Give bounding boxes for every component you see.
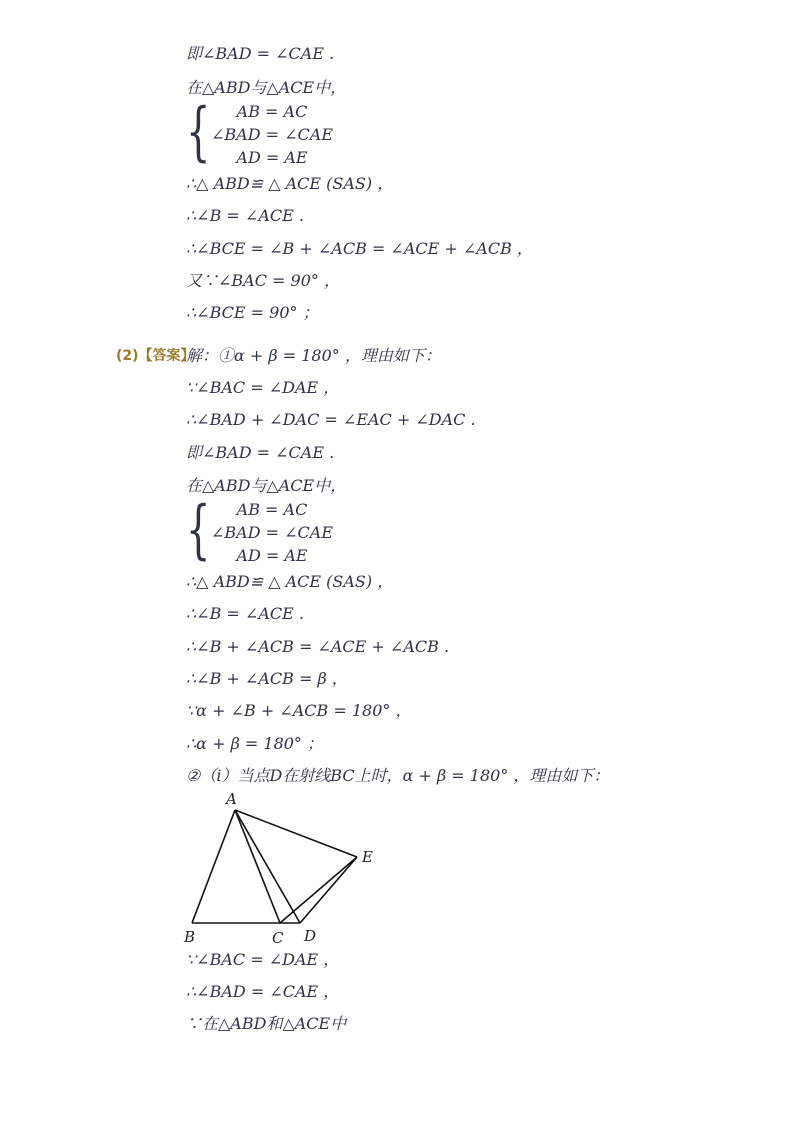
line-triangles-1: 在△ABD与△ACE中， [186, 78, 347, 97]
brace-icon: { [186, 493, 211, 567]
congruence-system-1 [186, 95, 356, 169]
proof-line: ∵α + ∠B + ∠ACB = 180° ， [186, 701, 412, 720]
proof-line: ∴∠B + ∠ACB = ∠ACE + ∠ACB . [186, 637, 450, 656]
segment-ab [192, 810, 235, 923]
segment-ae [235, 810, 357, 857]
triangle-diagram [180, 790, 390, 950]
proof-line: ∴∠BAD + ∠DAC = ∠EAC + ∠DAC . [186, 410, 476, 429]
line-bad-eq-cae-1: 即∠BAD = ∠CAE . [186, 44, 335, 63]
proof-line: ∴∠B = ∠ACE . [186, 604, 304, 623]
segment-ac [235, 810, 280, 923]
case-heading: ②（ⅰ）当点D在射线BC上时，α + β = 180° ，理由如下： [186, 766, 610, 785]
segment-ce [280, 857, 357, 923]
answer-intro: 解：①α + β = 180° ，理由如下： [186, 346, 441, 365]
segment-ad [235, 810, 300, 923]
proof-line: ∴△ ABD≌ △ ACE (SAS) ， [186, 572, 394, 591]
proof-line: ∵∠BAC = ∠DAE ， [186, 950, 340, 969]
system-row: AB = AC [236, 102, 308, 121]
system-row: AD = AE [236, 546, 308, 565]
proof-line: ∴∠BAD = ∠CAE ， [186, 982, 340, 1001]
proof-line: ∴∠BCE = 90° ； [186, 303, 319, 322]
proof-line: 即∠BAD = ∠CAE . [186, 443, 335, 462]
proof-line: ∴∠B + ∠ACB = β ， [186, 669, 348, 688]
brace-icon: { [186, 95, 211, 169]
proof-line: ∵在△ABD和△ACE中 [186, 1014, 347, 1033]
proof-line: 在△ABD与△ACE中， [186, 476, 347, 495]
point-label-e: E [362, 848, 373, 866]
congruence-system-2 [186, 493, 356, 567]
segment-de [300, 857, 357, 923]
point-label-a: A [226, 790, 237, 808]
point-label-b: B [184, 928, 196, 946]
system-row: ∠BAD = ∠CAE [210, 523, 333, 542]
proof-line: ∴α + β = 180° ； [186, 734, 324, 753]
proof-line: ∴∠B = ∠ACE . [186, 206, 304, 225]
proof-line: ∵∠BAC = ∠DAE ， [186, 378, 340, 397]
system-row: ∠BAD = ∠CAE [210, 125, 333, 144]
system-row: AB = AC [236, 500, 308, 519]
point-label-c: C [272, 929, 284, 947]
system-row: AD = AE [236, 148, 308, 167]
proof-line: ∴△ ABD≌ △ ACE (SAS) ， [186, 174, 394, 193]
point-label-d: D [304, 927, 317, 945]
answer-label: (2)【答案】 [116, 348, 195, 364]
proof-line: 又∵∠BAC = 90° ， [186, 271, 340, 290]
geometry-figure [180, 790, 390, 950]
proof-line: ∴∠BCE = ∠B + ∠ACB = ∠ACE + ∠ACB ， [186, 239, 533, 258]
